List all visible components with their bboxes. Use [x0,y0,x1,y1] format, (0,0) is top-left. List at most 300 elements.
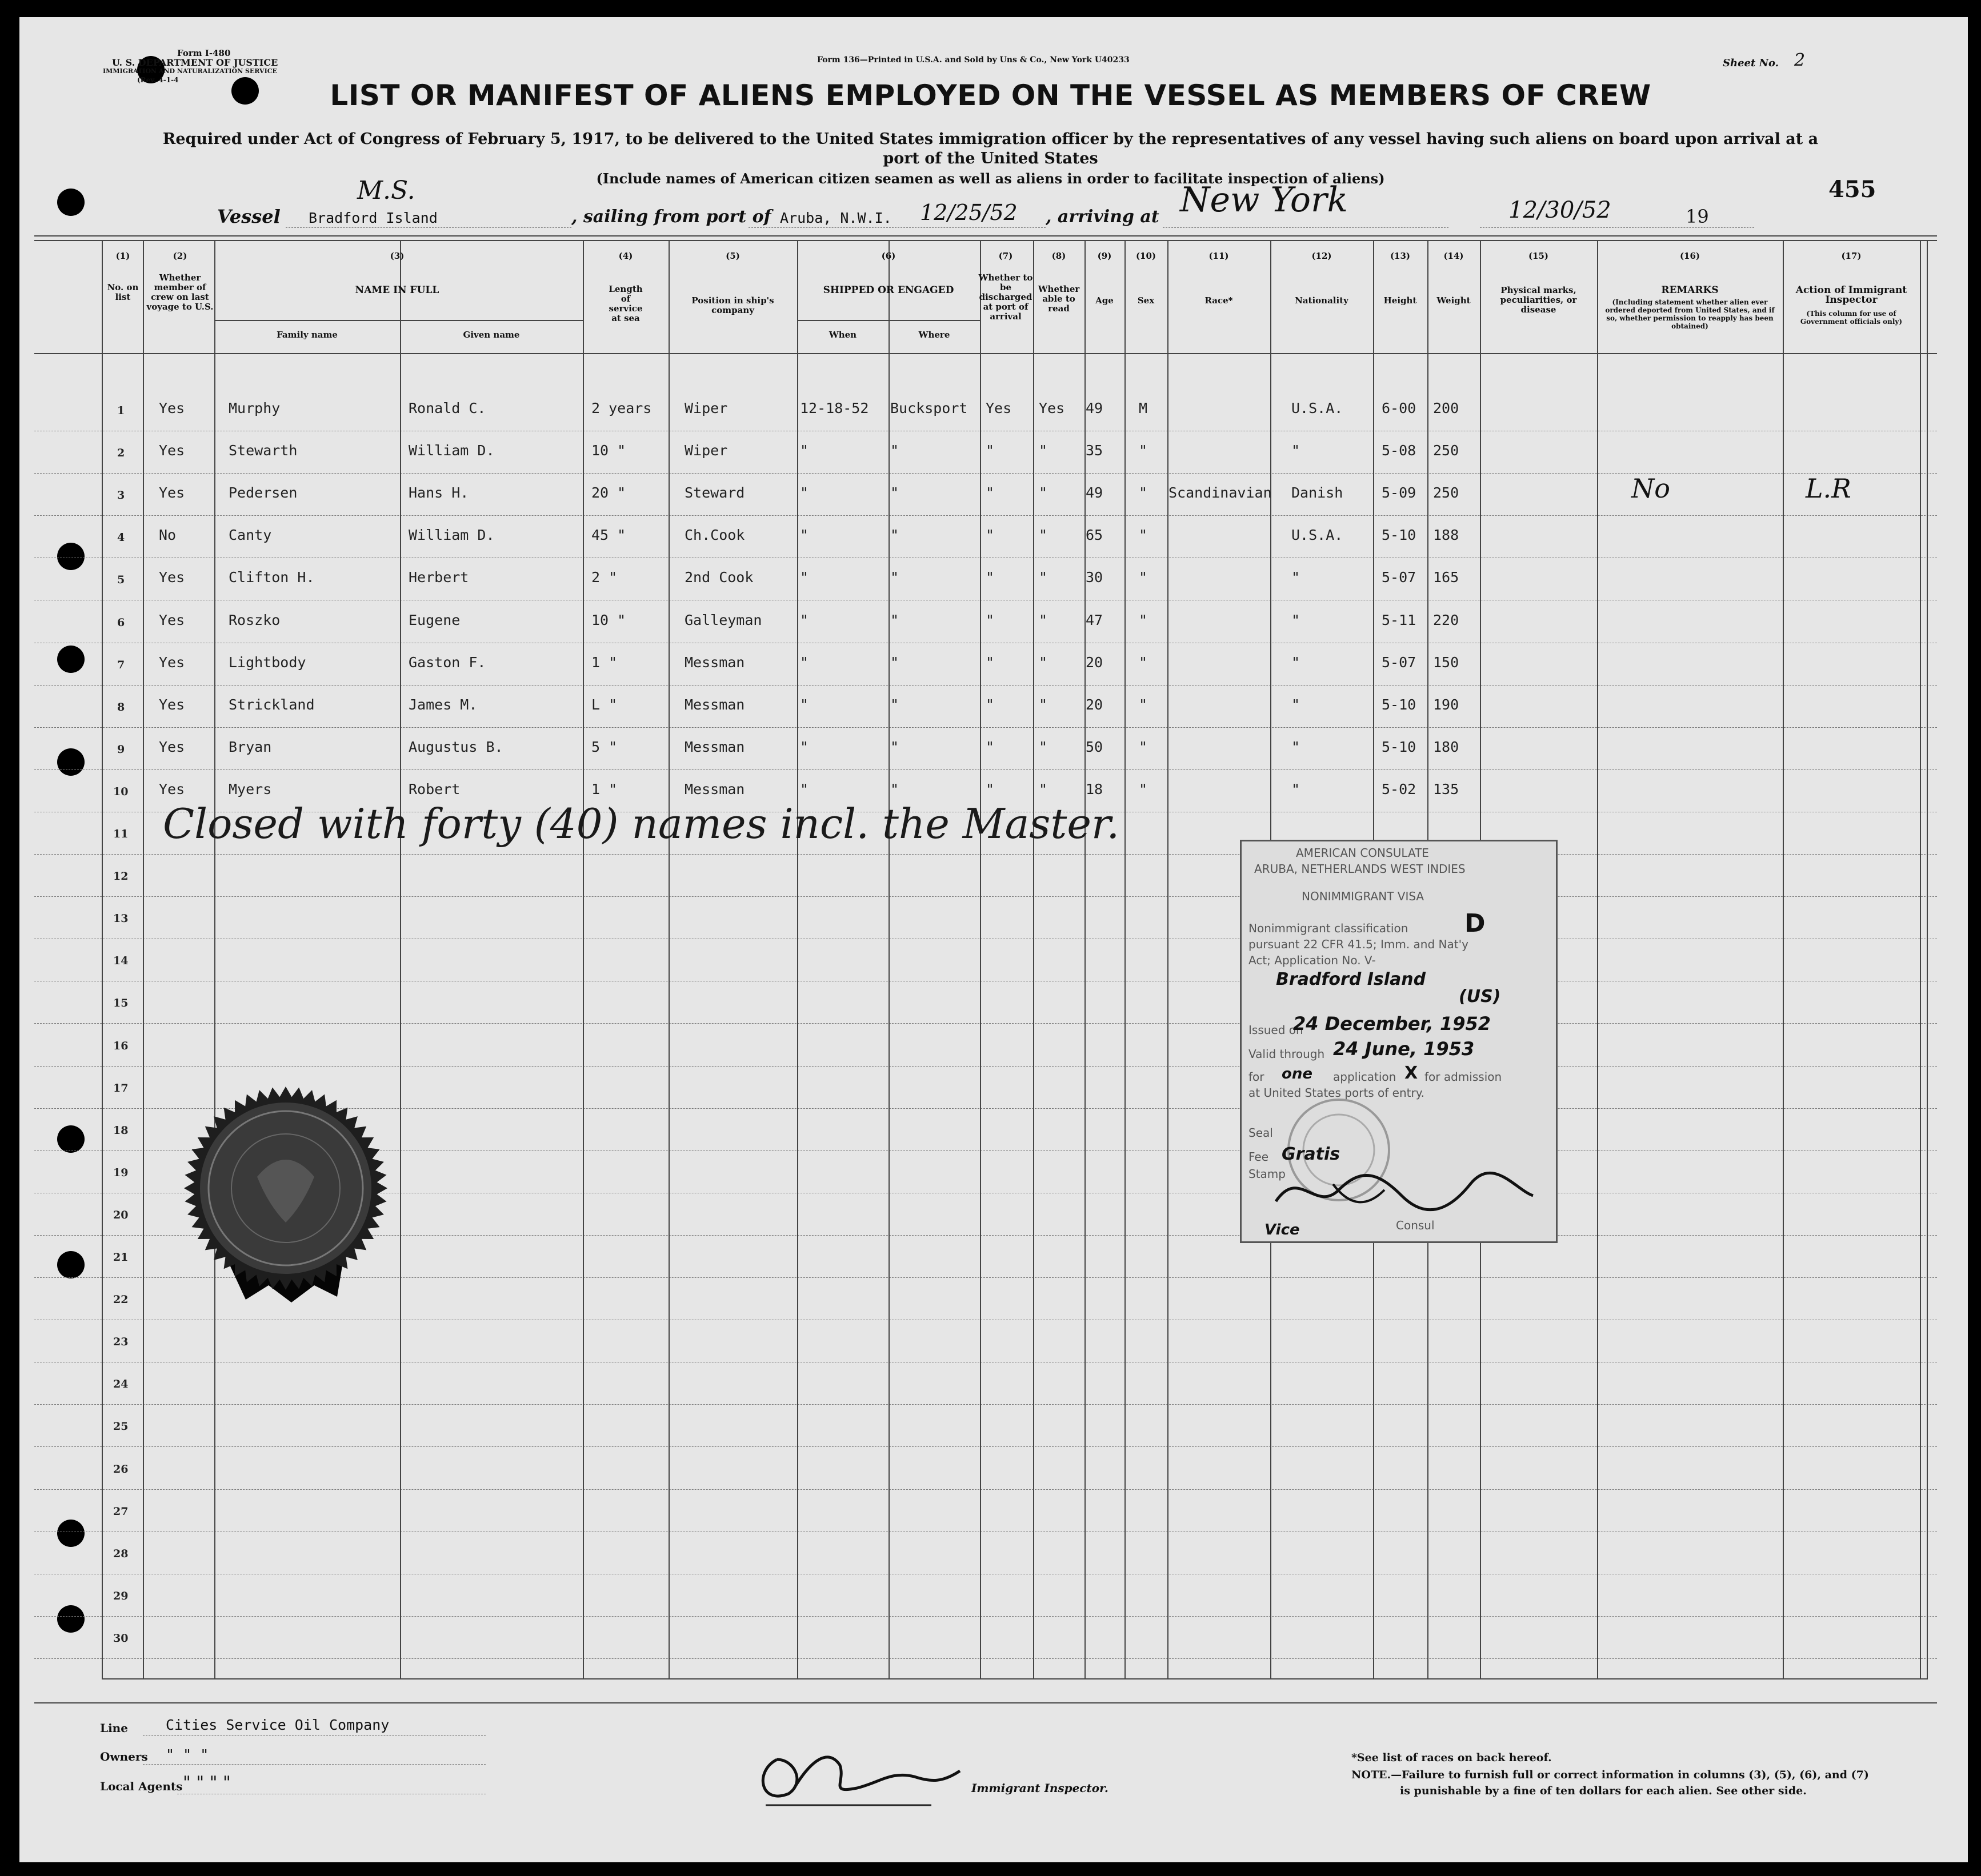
cell-family: Canty [229,527,272,543]
binder-hole [57,1520,85,1547]
cell-read: " [1039,739,1048,755]
cell-crew: Yes [159,400,185,416]
cell-age: 18 [1086,781,1103,797]
cell-nat: " [1291,612,1300,628]
row-number: 12 [113,870,129,883]
column-rule [400,240,401,1679]
cell-where: Bucksport [890,400,968,416]
cell-read: " [1039,696,1048,713]
cell-sex: " [1139,442,1148,459]
cell-family: Pedersen [229,484,298,501]
stamp-issued-label: Issued on [1248,1023,1303,1037]
cell-crew: Yes [159,569,185,586]
stamp-for: for [1248,1070,1264,1084]
cell-where: " [890,612,899,628]
consul-signature [1264,1161,1539,1224]
col4-header: Length of service at sea [609,284,643,323]
row-number: 30 [113,1632,129,1645]
revision: (Rev. 4-1-4 [137,76,179,84]
cell-sex: " [1139,484,1148,501]
row-number: 16 [113,1040,129,1052]
stamp-stamp-label: Stamp [1248,1167,1286,1181]
cell-family: Roszko [229,612,281,628]
col6-when-header: When [829,330,857,340]
col8-header: Whether able to read [1038,284,1080,314]
cell-position: Messman [685,739,745,755]
stamp-ports: at United States ports of entry. [1248,1086,1425,1100]
cell-weight: 250 [1433,442,1459,459]
col12-number: (12) [1311,251,1332,261]
col15-number: (15) [1528,251,1549,261]
col16-note: (Including statement whether alien ever ordered deported from United States, and if so, whether permission to reapply has been obtained) [1605,298,1775,330]
cell-height: 5-11 [1382,612,1416,628]
row-number: 24 [113,1378,129,1390]
stamp-visa-type: NONIMMIGRANT VISA [1302,889,1424,903]
row-number: 26 [113,1463,129,1476]
cell-nat: U.S.A. [1291,527,1343,543]
cell-read: " [1039,612,1048,628]
cell-sex: " [1139,612,1148,628]
row-number: 17 [113,1082,129,1095]
sheet-number: 2 [1794,50,1806,70]
row-number: 6 [117,616,125,629]
cell-read: " [1039,442,1048,459]
binder-hole [57,543,85,570]
cell-weight: 200 [1433,400,1459,416]
stamp-valid-label: Valid through [1248,1047,1325,1061]
cell-disch: " [986,612,995,628]
cell-weight: 188 [1433,527,1459,543]
cell-when: " [800,569,809,586]
cell-remarks: No [1631,473,1670,504]
row-rule [34,1023,1937,1024]
row-rule [34,896,1937,897]
col2-header: Whether member of crew on last voyage to U.S. [146,272,214,312]
stamp-flag: (US) [1459,987,1501,1007]
cell-read: " [1039,781,1048,797]
col16-header: REMARKS [1661,284,1719,296]
arrival-port: New York [1180,180,1348,220]
cell-crew: Yes [159,781,185,797]
row-number: 4 [117,531,125,544]
col5-header: Position in ship's company [691,295,774,315]
consular-visa-stamp [1240,840,1558,1243]
cell-when: " [800,442,809,459]
footnote-penalty-2: is punishable by a fine of ten dollars for each alien. See other side. [1400,1785,1807,1797]
row-number: 9 [117,743,125,756]
table-top-rule-2 [34,240,1937,241]
row-rule [34,1066,1937,1067]
col11-header: Race* [1204,295,1233,306]
date-underline [1480,227,1754,228]
row-rule [34,1658,1937,1659]
col4-number: (4) [618,251,633,261]
stamp-consul-label: Consul [1396,1218,1435,1232]
col17-header: Action of Immigrant Inspector [1795,284,1907,306]
cell-crew: No [159,527,177,543]
col17-number: (17) [1841,251,1862,261]
cell-family: Bryan [229,739,272,755]
cell-disch: " [986,569,995,586]
ribbon-seal [171,1074,400,1325]
cell-where: " [890,696,899,713]
stamp-admission: for admission [1424,1070,1502,1084]
stamp-vice: Vice [1264,1221,1300,1238]
row-rule [34,727,1937,728]
cell-sex: " [1139,569,1148,586]
stamp-classification: D [1464,909,1486,938]
col12-header: Nationality [1295,295,1348,306]
col1-header: No. on list [107,282,139,302]
stamp-vessel: Bradford Island [1276,969,1426,989]
cell-read: " [1039,484,1048,501]
col17-note: (This column for use of Government officials only) [1800,310,1903,326]
cell-when: " [800,696,809,713]
row-rule [34,1616,1937,1617]
cell-crew: Yes [159,484,185,501]
col10-header: Sex [1137,295,1155,306]
sheet-label: Sheet No. [1723,57,1779,69]
stamp-pursuant: pursuant 22 CFR 41.5; Imm. and Nat'y [1248,937,1468,951]
form-number: Form I-480 [177,48,231,58]
cell-crew: Yes [159,696,185,713]
row-number: 15 [113,997,129,1009]
form-title: LIST OR MANIFEST OF ALIENS EMPLOYED ON THE VESSEL AS MEMBERS OF CREW [330,79,1651,112]
year-label: 19 [1686,206,1709,227]
cell-when: 12-18-52 [800,400,869,416]
cell-height: 6-00 [1382,400,1416,416]
row-number: 22 [113,1293,129,1306]
cell-age: 50 [1086,739,1103,755]
table-top-rule [34,235,1937,236]
row-number: 11 [113,828,129,840]
cell-where: " [890,527,899,543]
column-rule [583,240,584,1679]
column-rule [1167,240,1168,1679]
line-underline [143,1735,486,1736]
cell-nat: U.S.A. [1291,400,1343,416]
column-rule [1920,240,1921,1679]
row-number: 28 [113,1548,129,1560]
cell-position: Messman [685,781,745,797]
cell-service: 1 " [591,781,618,797]
cell-when: " [800,739,809,755]
page-number: 455 [1828,176,1876,203]
col14-header: Weight [1436,295,1471,306]
row-rule [34,769,1937,770]
cell-service: 10 " [591,442,626,459]
col6-header: SHIPPED OR ENGAGED [823,284,954,296]
cell-where: " [890,654,899,671]
stamp-location: ARUBA, NETHERLANDS WEST INDIES [1254,862,1466,876]
column-rule [1597,240,1598,1679]
cell-position: Messman [685,696,745,713]
cell-crew: Yes [159,739,185,755]
stamp-fee: Gratis [1282,1144,1340,1164]
owners-underline [143,1764,486,1765]
cell-when: " [800,654,809,671]
cell-sex: " [1139,781,1148,797]
row-rule [34,1404,1937,1405]
cell-height: 5-10 [1382,527,1416,543]
row-number: 20 [113,1209,129,1221]
cell-sex: " [1139,739,1148,755]
footnote-races: *See list of races on back hereof. [1351,1751,1552,1764]
cell-given: Augustus B. [409,739,503,755]
cell-position: Wiper [685,400,728,416]
row-number: 5 [117,574,125,586]
cell-crew: Yes [159,612,185,628]
cell-sex: " [1139,527,1148,543]
cell-position: Messman [685,654,745,671]
binder-hole [57,1605,85,1633]
cell-given: Gaston F. [409,654,486,671]
cell-given: William D. [409,527,495,543]
cell-family: Myers [229,781,272,797]
cell-position: Steward [685,484,745,501]
column-rule [980,240,981,1679]
line-value: Cities Service Oil Company [166,1717,390,1733]
cell-age: 65 [1086,527,1103,543]
cell-weight: 150 [1433,654,1459,671]
cell-position: 2nd Cook [685,569,754,586]
inspector-signature [743,1725,983,1822]
column-rule [102,240,103,1679]
port-underline [749,227,1046,228]
stamp-seal-label: Seal [1248,1126,1273,1140]
row-number: 29 [113,1590,129,1602]
cell-height: 5-07 [1382,654,1416,671]
column-rule [1783,240,1784,1679]
cell-age: 35 [1086,442,1103,459]
stamp-valid-date: 24 June, 1953 [1333,1038,1475,1060]
column-rule [797,240,798,1679]
vessel-prefix: M.S. [357,176,415,205]
agents-label: Local Agents [100,1779,183,1793]
stamp-count: one [1282,1065,1313,1083]
vessel-name: Bradford Island [309,210,438,226]
cell-action: L.R [1806,473,1851,504]
cell-position: Wiper [685,442,728,459]
cell-given: James M. [409,696,478,713]
printer-line: Form 136—Printed in U.S.A. and Sold by Uns & Co., New York U40233 [817,55,1130,65]
column-rule [1124,240,1126,1679]
subtitle-3: (Include names of American citizen seamen as well as aliens in order to facilitate inspection of aliens) [596,170,1385,187]
stamp-application-word: application [1333,1070,1396,1084]
col13-header: Height [1383,295,1417,306]
cell-crew: Yes [159,442,185,459]
cell-age: 49 [1086,484,1103,501]
cell-given: William D. [409,442,495,459]
cell-age: 30 [1086,569,1103,586]
row-number: 7 [117,659,125,671]
cell-disch: Yes [986,400,1012,416]
arrival-date: 12/30/52 [1508,197,1611,223]
cell-where: " [890,484,899,501]
cell-family: Strickland [229,696,315,713]
subtitle-2: port of the United States [883,150,1098,167]
cell-crew: Yes [159,654,185,671]
cell-height: 5-08 [1382,442,1416,459]
row-rule [34,1446,1937,1447]
cell-disch: " [986,696,995,713]
cell-age: 20 [1086,696,1103,713]
col3-given-header: Given name [463,330,520,340]
row-rule [34,1489,1937,1490]
cell-nat: " [1291,569,1300,586]
col9-header: Age [1095,295,1114,306]
department-name: U. S. DEPARTMENT OF JUSTICE [112,57,278,68]
col16-number: (16) [1679,251,1700,261]
stamp-application: Act; Application No. V- [1248,953,1376,967]
cell-read: " [1039,654,1048,671]
binder-hole [57,189,85,216]
cell-read: " [1039,569,1048,586]
cell-where: " [890,739,899,755]
cell-height: 5-07 [1382,569,1416,586]
cell-sex: M [1139,400,1148,416]
cell-service: 2 " [591,569,618,586]
cell-family: Stewarth [229,442,298,459]
cell-nat: " [1291,739,1300,755]
cell-service: 20 " [591,484,626,501]
col7-number: (7) [998,251,1013,261]
cell-weight: 165 [1433,569,1459,586]
cell-sex: " [1139,696,1148,713]
owners-value: " " " [166,1746,209,1763]
stamp-fee-label: Fee [1248,1150,1269,1164]
cell-weight: 135 [1433,781,1459,797]
stamp-issued-date: 24 December, 1952 [1293,1013,1491,1035]
row-number: 23 [113,1336,129,1348]
cell-when: " [800,781,809,797]
row-number: 25 [113,1420,129,1433]
cell-nat: Danish [1291,484,1343,501]
cell-weight: 220 [1433,612,1459,628]
col11-number: (11) [1208,251,1229,261]
cell-disch: " [986,484,995,501]
col3-header: NAME IN FULL [355,284,439,296]
footer-divider [34,1702,1937,1703]
cell-height: 5-10 [1382,696,1416,713]
cell-disch: " [986,739,995,755]
binder-hole [57,1251,85,1278]
cell-height: 5-10 [1382,739,1416,755]
header-bottom-rule [34,353,1937,354]
cell-when: " [800,527,809,543]
table-bottom-rule [102,1678,1927,1679]
cell-family: Lightbody [229,654,306,671]
col13-number: (13) [1390,251,1411,261]
closing-note: Closed with forty (40) names incl. the Master. [163,800,1120,848]
stamp-mark: X [1404,1063,1418,1083]
cell-when: " [800,484,809,501]
sailing-label: , sailing from port of [571,207,771,227]
cell-given: Ronald C. [409,400,486,416]
cell-disch: " [986,442,995,459]
row-number: 10 [113,785,129,798]
cell-weight: 180 [1433,739,1459,755]
departure-date: 12/25/52 [920,200,1018,225]
cell-age: 47 [1086,612,1103,628]
inspector-label: Immigrant Inspector. [971,1781,1108,1795]
cell-disch: " [986,527,995,543]
cell-when: " [800,612,809,628]
row-rule [34,515,1937,516]
row-number: 1 [117,404,125,417]
cell-nat: " [1291,781,1300,797]
column-rule [143,240,144,1679]
cell-race: Scandinavian [1168,484,1272,501]
cell-given: Robert [409,781,461,797]
cell-weight: 250 [1433,484,1459,501]
column-rule [889,240,890,1679]
column-rule [1033,240,1034,1679]
row-number: 14 [113,955,129,967]
row-number: 8 [117,701,125,713]
arrival-underline [1163,227,1448,228]
row-number: 3 [117,489,125,502]
col2-number: (2) [173,251,187,261]
cell-nat: " [1291,696,1300,713]
cell-position: Galleyman [685,612,762,628]
cell-service: 45 " [591,527,626,543]
vessel-underline [286,227,571,228]
cell-nat: " [1291,654,1300,671]
arriving-label: , arriving at [1046,207,1159,227]
col15-header: Physical marks, peculiarities, or disease [1500,285,1577,315]
col7-header: Whether to be discharged at port of arrival [978,272,1033,322]
stamp-classification-label: Nonimmigrant classification [1248,921,1408,935]
name-subheader-rule [214,320,583,321]
binder-hole [57,748,85,776]
line-label: Line [100,1721,128,1735]
cell-age: 20 [1086,654,1103,671]
cell-given: Herbert [409,569,469,586]
cell-height: 5-09 [1382,484,1416,501]
row-rule [34,854,1937,855]
service-name: IMMIGRATION AND NATURALIZATION SERVICE [103,67,277,75]
col6-where-header: Where [918,330,950,340]
col3-family-header: Family name [277,330,338,340]
cell-where: " [890,569,899,586]
cell-disch: " [986,781,995,797]
cell-sex: " [1139,654,1148,671]
binder-hole [57,1125,85,1153]
cell-where: " [890,442,899,459]
cell-family: Murphy [229,400,281,416]
row-number: 27 [113,1505,129,1518]
owners-label: Owners [100,1750,148,1763]
row-number: 18 [113,1124,129,1137]
footnote-penalty-1: NOTE.—Failure to furnish full or correct information in columns (3), (5), (6), and (7) [1351,1769,1869,1781]
cell-given: Eugene [409,612,461,628]
row-number: 21 [113,1251,129,1264]
cell-read: Yes [1039,400,1065,416]
cell-service: 5 " [591,739,618,755]
stamp-consulate: AMERICAN CONSULATE [1296,846,1429,860]
cell-height: 5-02 [1382,781,1416,797]
col14-number: (14) [1443,251,1464,261]
cell-service: 1 " [591,654,618,671]
col10-number: (10) [1135,251,1156,261]
column-rule [669,240,670,1679]
cell-age: 49 [1086,400,1103,416]
col1-number: (1) [115,251,130,261]
col8-number: (8) [1051,251,1066,261]
cell-service: 10 " [591,612,626,628]
cell-service: L " [591,696,618,713]
